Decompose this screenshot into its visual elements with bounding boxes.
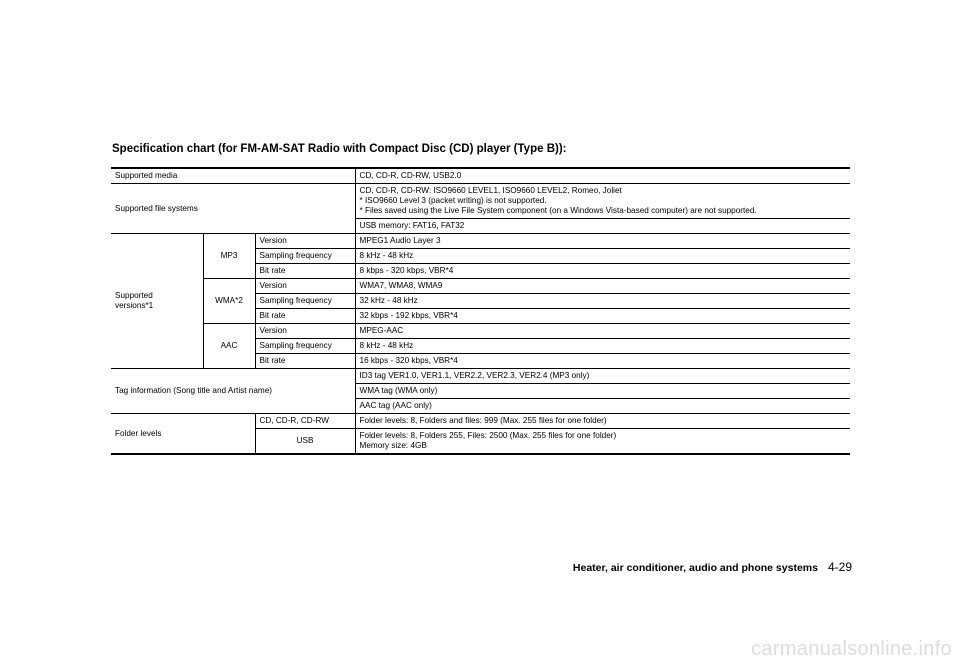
attribute-label: CD, CD-R, CD-RW [255, 414, 355, 429]
attribute-label: Version [255, 234, 355, 249]
attribute-label: Version [255, 279, 355, 294]
row-label [111, 234, 203, 369]
format-label: MP3 [203, 234, 255, 279]
cell-value: MPEG-AAC [355, 324, 850, 339]
value-line: * Files saved using the Live File System component (on a Windows Vista-based computer) are not supported. [359, 206, 757, 215]
row-label: Supported file systems [111, 184, 355, 234]
cell-value: 8 kHz - 48 kHz [355, 249, 850, 264]
table-row [111, 169, 850, 184]
table-row [111, 234, 850, 249]
watermark: carmanualsonline.info [751, 638, 952, 660]
table-row [111, 184, 850, 219]
page-number: 4-29 [827, 560, 852, 574]
value-line: * ISO9660 Level 3 (packet writing) is not supported. [359, 196, 547, 205]
cell-value: WMA tag (WMA only) [355, 384, 850, 399]
attribute-label: Sampling frequency [255, 339, 355, 354]
cell-value: WMA7, WMA8, WMA9 [355, 279, 850, 294]
value-line: CD, CD-R, CD-RW: ISO9660 LEVEL1, ISO9660 LEVEL2, Romeo, Joliet [359, 186, 622, 195]
specification-table [111, 167, 850, 455]
cell-value: 8 kbps - 320 kbps, VBR*4 [355, 264, 850, 279]
attribute-label: Version [255, 324, 355, 339]
cell-value: CD, CD-R, CD-RW, USB2.0 [355, 169, 850, 184]
table-row [111, 414, 850, 429]
label-line: versions*1 [115, 301, 154, 310]
cell-value [355, 429, 850, 454]
table-row [111, 279, 850, 294]
cell-value: MPEG1 Audio Layer 3 [355, 234, 850, 249]
section-title: Heater, air conditioner, audio and phone systems [572, 562, 818, 574]
cell-value: 32 kbps - 192 kbps, VBR*4 [355, 309, 850, 324]
cell-value: 16 kbps - 320 kbps, VBR*4 [355, 354, 850, 369]
page-heading: Specification chart (for FM-AM-SAT Radio with Compact Disc (CD) player (Type B)): [112, 143, 567, 155]
attribute-label: USB [255, 429, 355, 454]
table-row [111, 369, 850, 384]
attribute-label: Sampling frequency [255, 294, 355, 309]
page-footer [573, 560, 852, 574]
label-line: Supported [115, 291, 153, 300]
attribute-label: Bit rate [255, 354, 355, 369]
row-label: Supported media [111, 169, 355, 184]
cell-value: Folder levels: 8, Folders and files: 999 (Max. 255 files for one folder) [355, 414, 850, 429]
attribute-label: Bit rate [255, 264, 355, 279]
format-label: AAC [203, 324, 255, 369]
row-label: Tag information (Song title and Artist name) [111, 369, 355, 414]
row-label: Folder levels [111, 414, 255, 454]
table-row [111, 324, 850, 339]
value-line: Memory size: 4GB [359, 441, 427, 450]
cell-value: ID3 tag VER1.0, VER1.1, VER2.2, VER2.3, VER2.4 (MP3 only) [355, 369, 850, 384]
cell-value: 32 kHz - 48 kHz [355, 294, 850, 309]
value-line: Folder levels: 8, Folders 255, Files: 2500 (Max. 255 files for one folder) [359, 431, 617, 440]
cell-value: 8 kHz - 48 kHz [355, 339, 850, 354]
attribute-label: Bit rate [255, 309, 355, 324]
cell-value: AAC tag (AAC only) [355, 399, 850, 414]
attribute-label: Sampling frequency [255, 249, 355, 264]
cell-value [355, 184, 850, 219]
format-label: WMA*2 [203, 279, 255, 324]
cell-value: USB memory: FAT16, FAT32 [355, 219, 850, 234]
